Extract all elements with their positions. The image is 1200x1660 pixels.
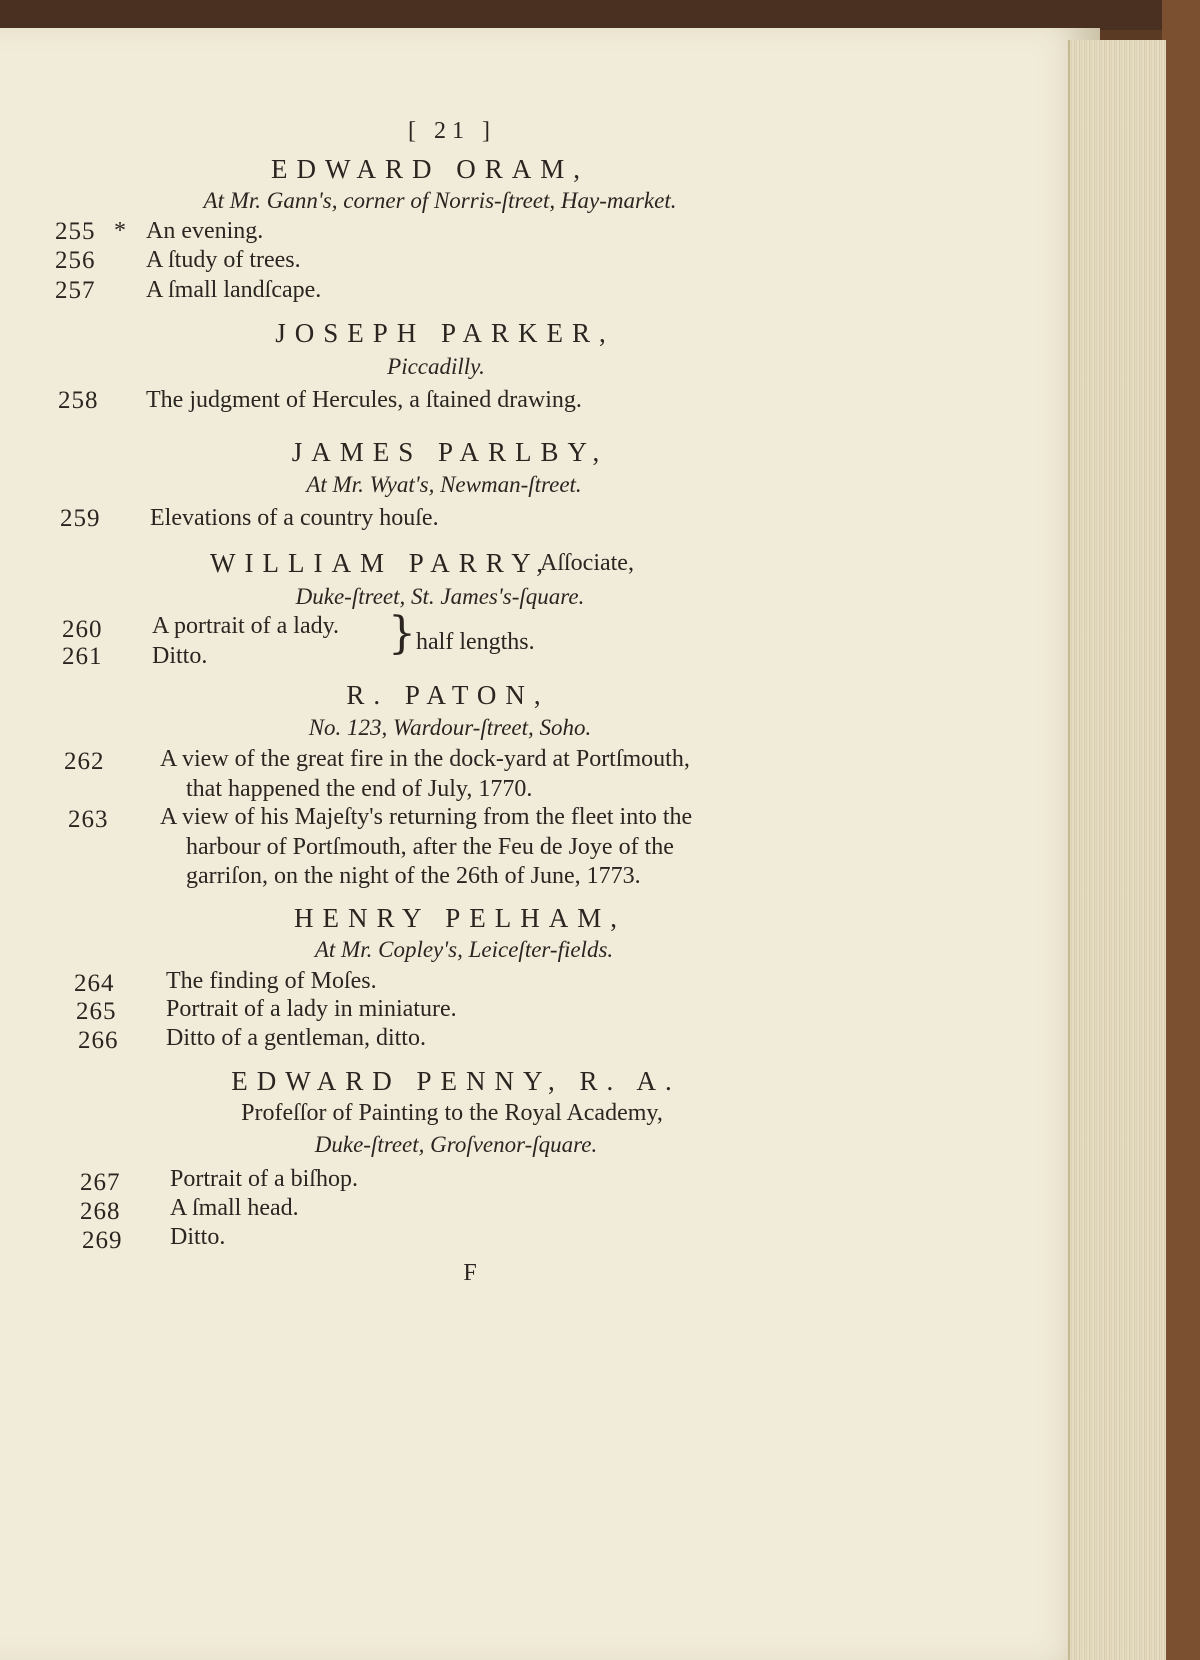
entry-number: 264 [74,970,115,997]
entry-line: that happened the end of July, 1770. [186,776,533,802]
entry-number: 256 [55,247,96,274]
entry-title: The finding of Moſes. [166,968,377,994]
entry-number: 266 [78,1027,119,1054]
artist-name: EDWARD ORAM, [270,154,590,184]
artist-address: At Mr. Gann's, corner of Norris-ſtreet, Hay-market. [203,188,677,213]
artist-address: Duke-ſtreet, Groſvenor-ſquare. [314,1132,598,1157]
entry-number: 268 [80,1198,121,1225]
entry-mark: * [114,218,126,244]
brace-note: half lengths. [416,629,535,655]
artist-address: No. 123, Wardour-ſtreet, Soho. [308,715,592,740]
entry-number: 267 [80,1169,121,1196]
artist-suffix: Aſſociate, [540,550,634,576]
entry-title: Ditto of a gentleman, ditto. [166,1025,426,1051]
entry-title: The judgment of Hercules, a ſtained drawing. [146,387,582,413]
entry-number: 259 [60,505,101,532]
entry-line: A view of his Majeſty's returning from the fleet into the [160,804,693,830]
entry-number: 257 [55,277,96,304]
artist-name: R. PATON, [346,680,550,710]
book-cover-top [0,0,1200,30]
artist-name: EDWARD PENNY, R. A. [231,1066,681,1096]
entry-title: Elevations of a country houſe. [150,505,439,531]
signature-mark: F [463,1260,477,1286]
book-page [0,28,1100,1660]
entry-title: An evening. [146,218,264,244]
entry-title: A ſtudy of trees. [146,247,301,273]
entry-number: 263 [68,806,109,833]
artist-name: WILLIAM PARRY, [210,548,553,578]
entry-line: A view of the great fire in the dock-yard at Portſmouth, [160,746,690,772]
entry-number: 260 [62,616,103,643]
artist-name: JOSEPH PARKER, [275,318,615,348]
entry-number: 269 [82,1227,123,1254]
page-header: [ 21 ] [408,118,496,144]
artist-name: JAMES PARLBY, [291,437,609,467]
artist-name: HENRY PELHAM, [293,903,627,933]
artist-address: At Mr. Wyat's, Newman-ſtreet. [306,472,582,497]
brace-mark: } [388,608,416,659]
entry-number: 258 [58,387,99,414]
entry-number: 262 [64,748,105,775]
artist-address: At Mr. Copley's, Leiceſter-fields. [314,937,614,962]
entry-number: 261 [62,643,103,670]
entry-title: Ditto. [152,643,208,669]
entry-title: Ditto. [170,1224,226,1250]
entry-title: A ſmall head. [170,1195,299,1221]
artist-address: Piccadilly. [387,354,485,379]
page-edges [1068,40,1166,1660]
book-cover-edge [1162,0,1200,1660]
entry-title: Portrait of a biſhop. [170,1166,358,1192]
entry-title: A ſmall landſcape. [146,277,322,303]
entry-line: harbour of Portſmouth, after the Feu de Joye of the [186,834,674,860]
page-text-layer [0,28,1100,1628]
artist-address: Duke-ſtreet, St. James's-ſquare. [295,584,585,609]
entry-number: 255 [55,218,96,245]
entry-line: garriſon, on the night of the 26th of June, 1773. [186,863,641,889]
entry-title: Portrait of a lady in miniature. [166,996,457,1022]
entry-title: A portrait of a lady. [152,613,340,639]
artist-subtitle: Profeſſor of Painting to the Royal Academy, [241,1100,663,1126]
entry-number: 265 [76,998,117,1025]
